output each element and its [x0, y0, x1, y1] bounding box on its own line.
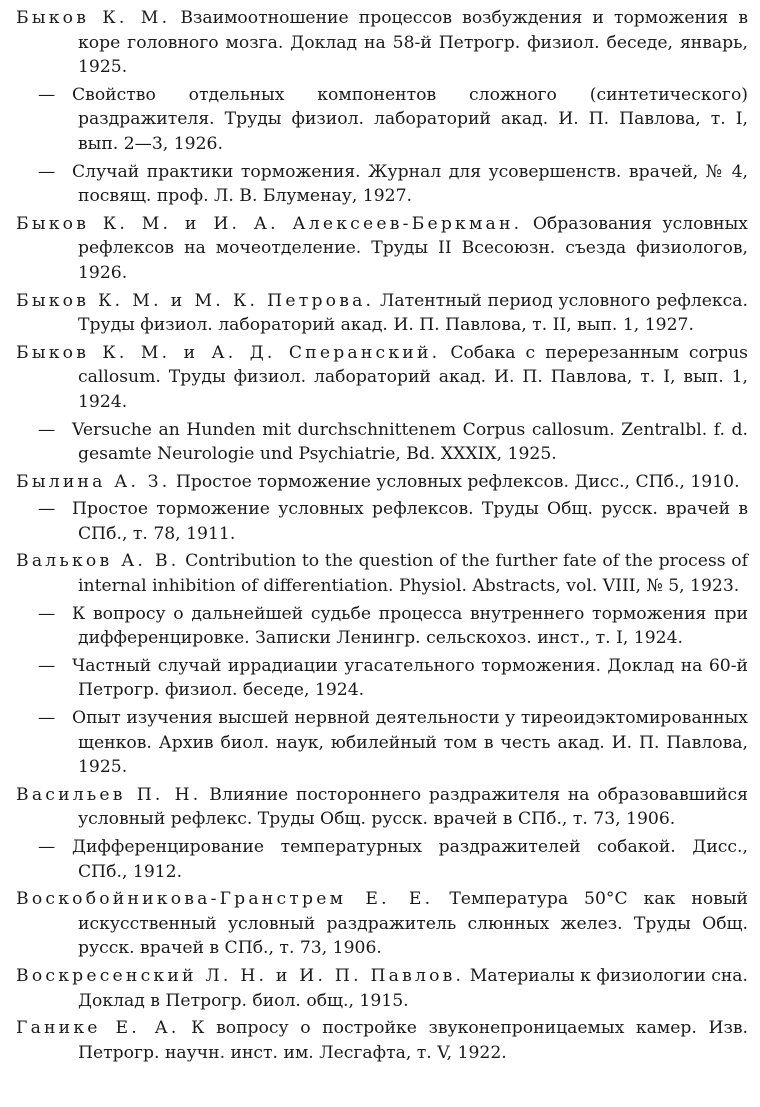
- entry-text: Простое торможение условных рефлексов. Труды Общ. русск. врачей в СПб., т. 78, 1911.: [72, 499, 748, 544]
- bibliography-subentry: [16, 835, 748, 884]
- entry-dash: —: [38, 84, 56, 105]
- entry-dash: —: [38, 655, 56, 676]
- bibliography-entry: [16, 341, 748, 415]
- entry-text: Versuche an Hunden mit durchschnittenem Corpus callosum. Zentralbl. f. d. gesamte Neurologie und Psychiatrie, Bd. XXXIX, 1925.: [72, 419, 748, 465]
- bibliography-subentry: [16, 706, 748, 780]
- bibliography-entry: [16, 964, 748, 1013]
- entry-text: К вопросу о дальнейшей судьбе процесса внутреннего торможения при дифференцировке. Записки Ленингр. сельскохоз. инст., т. I, 1924.: [72, 603, 748, 649]
- entry-author: Быков К. М.: [16, 8, 171, 28]
- entry-text: Температура 50°С как новый искусственный условный раздражитель слюнных желез. Труды Общ. русск. врачей в СПб., т. 73, 1906.: [78, 889, 748, 959]
- entry-dash: —: [38, 161, 56, 182]
- bibliography-subentry: [16, 654, 748, 703]
- bibliography-entry: [16, 1016, 748, 1065]
- bibliography-entry: [16, 549, 748, 598]
- bibliography-subentry: [16, 602, 748, 651]
- entry-author: Воскресенский Л. Н. и И. П. Павлов.: [16, 965, 465, 986]
- bibliography-entry: [16, 887, 748, 961]
- entry-text: Простое торможение условных рефлексов. Дисс., СПб., 1910.: [175, 471, 740, 492]
- entry-author: Быков К. М. и М. К. Петрова.: [16, 290, 375, 311]
- entry-text: Случай практики торможения. Журнал для усовершенств. врачей, № 4, посвящ. проф. Л. В. Блуменау, 1927.: [72, 161, 748, 207]
- bibliography-entry: [16, 6, 748, 80]
- bibliography-entry: [16, 212, 748, 286]
- entry-author: Быков К. М. и И. А. Алексеев-Беркман.: [16, 213, 523, 234]
- bibliography-subentry: [16, 160, 748, 209]
- bibliography-entry: [16, 783, 748, 832]
- entry-author: Васильев П. Н.: [16, 784, 202, 805]
- entry-text: Влияние постороннего раздражителя на образовавшийся условный рефлекс. Труды Общ. русск. врачей в СПб., т. 73, 1906.: [78, 784, 748, 830]
- entry-text: Собака с перерезанным corpus callosum. Труды физиол. лабораторий акад. И. П. Павлова, т. I, вып. 1, 1924.: [78, 342, 748, 412]
- bibliography-entry: [16, 289, 748, 338]
- entry-text: Частный случай иррадиации угасательного торможения. Доклад на 60-й Петрогр. физиол. беседе, 1924.: [72, 655, 748, 701]
- entry-text: Опыт изучения высшей нервной деятельности у тиреоидэктомированных щенков. Архив биол. наук, юбилейный том в честь акад. И. П. Павлова, 1925.: [72, 708, 748, 778]
- entry-dash: —: [38, 837, 56, 857]
- entry-dash: —: [38, 708, 56, 729]
- entry-author: Быков К. М. и А. Д. Сперанский.: [16, 342, 441, 363]
- bibliography-subentry: [16, 418, 748, 467]
- entry-text: Латентный период условного рефлекса. Труды физиол. лабораторий акад. И. П. Павлова, т. II, вып. 1, 1927.: [78, 290, 748, 336]
- entry-author: Воскобойникова-Гранстрем Е. Е.: [16, 889, 434, 910]
- bibliography-subentry: [16, 497, 748, 546]
- entry-text: Свойство отдельных компонентов сложного (синтетического) раздражителя. Труды физиол. лабораторий акад. И. П. Павлова, т. I, вып. 2—3, 1926.: [72, 84, 748, 154]
- entry-text: Дифференцирование температурных раздражителей собакой. Дисс., СПб., 1912.: [72, 837, 748, 882]
- entry-author: Былина А. З.: [16, 471, 171, 492]
- entry-author: Ганике Е. А.: [16, 1018, 180, 1039]
- entry-text: Взаимоотношение процессов возбуждения и торможения в коре головного мозга. Доклад на 58-й Петрогр. физиол. беседе, январь, 1925.: [78, 8, 749, 78]
- entry-text: К вопросу о постройке звуконепроницаемых камер. Изв. Петрогр. научн. инст. им. Лесгафта, т. V, 1922.: [78, 1018, 748, 1063]
- entry-dash: —: [38, 603, 56, 624]
- entry-author: Вальков А. В.: [16, 551, 180, 572]
- bibliography-subentry: [16, 83, 748, 157]
- bibliography-entry: [16, 470, 748, 495]
- entry-dash: —: [38, 499, 56, 520]
- entry-text: Образования условных рефлексов на мочеотделение. Труды II Всесоюзн. съезда физиологов, 1926.: [78, 213, 748, 283]
- entry-dash: —: [38, 419, 56, 440]
- entry-text: Материалы к физиологии сна. Доклад в Петрогр. биол. общ., 1915.: [78, 965, 748, 1011]
- entry-text: Contribution to the question of the further fate of the process of internal inhibition of differentiation. Physiol. Abstracts, vol. VIII, № 5, 1923.: [78, 551, 748, 597]
